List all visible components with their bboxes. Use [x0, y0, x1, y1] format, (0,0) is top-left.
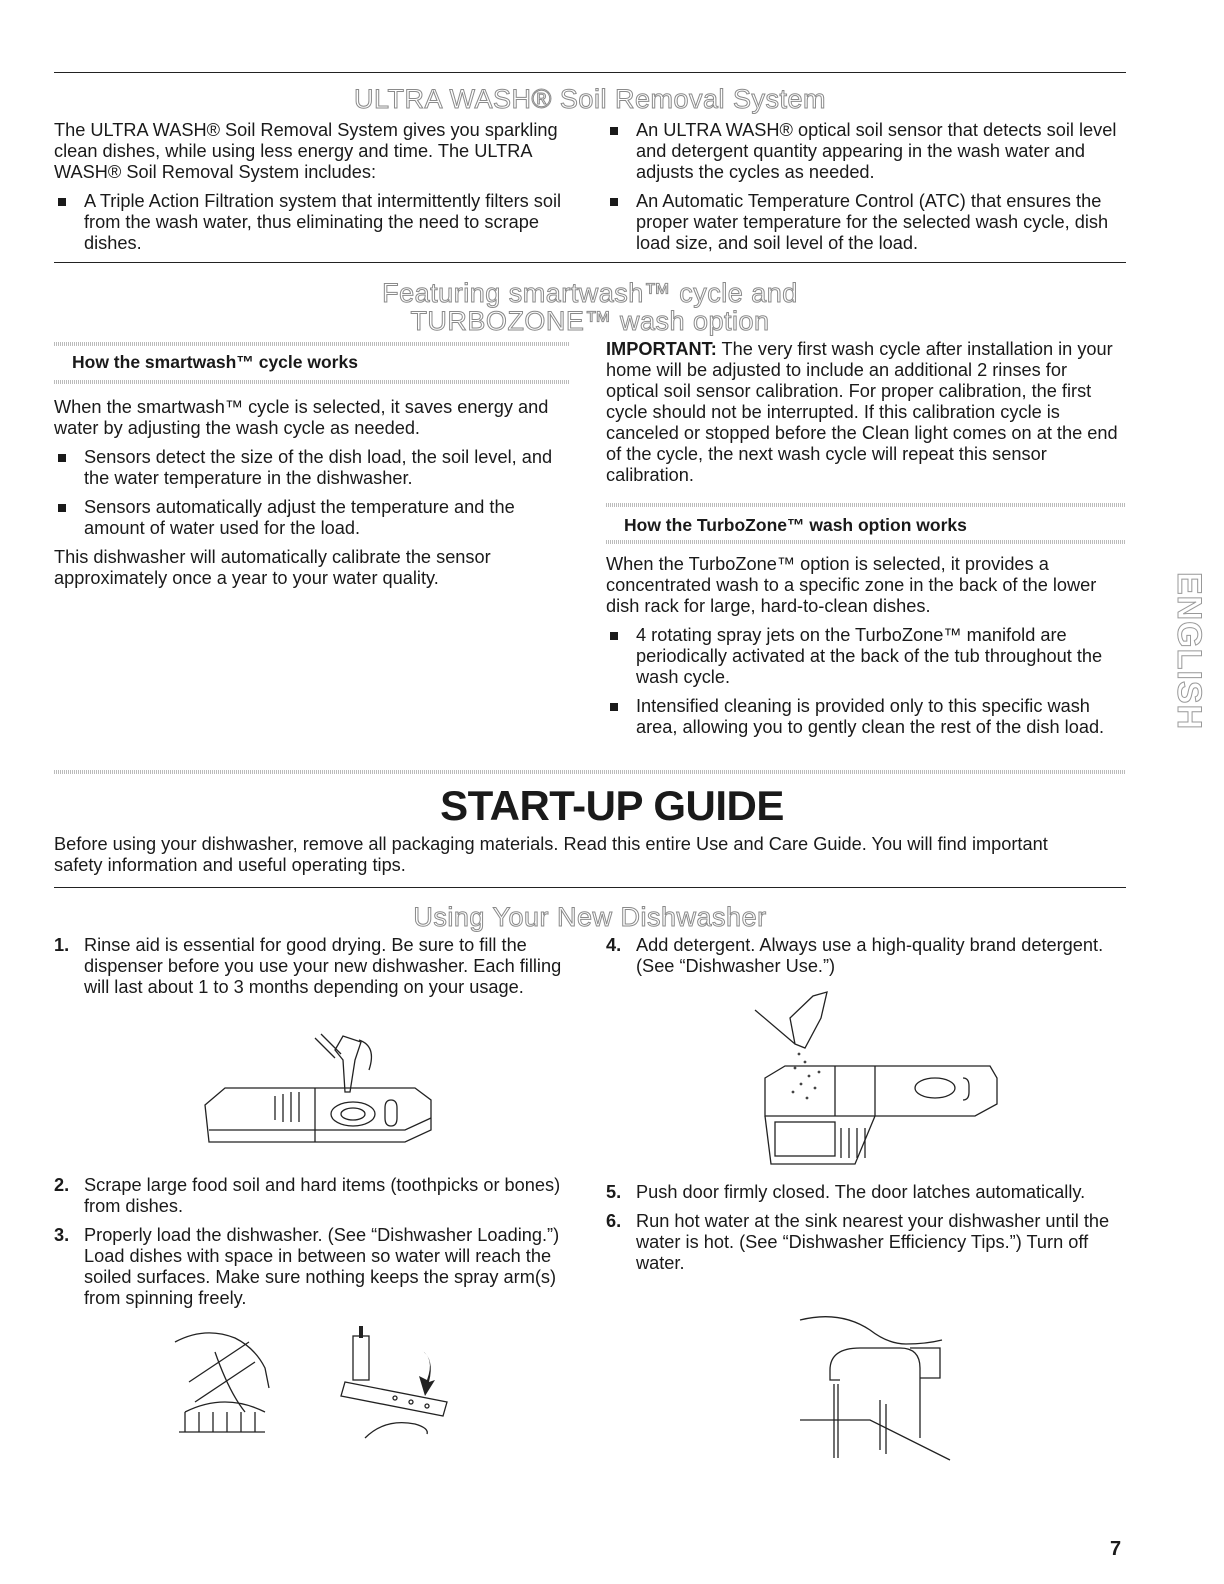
turbo-column: [606, 554, 1124, 746]
list-item: An ULTRA WASH® optical soil sensor that detects soil level and detergent quantity appearing in the wash water and adjusts the cycles as needed.: [606, 120, 1124, 183]
featuring-rule: [54, 262, 1126, 263]
smartwash-heading: How the smartwash™ cycle works: [72, 352, 358, 372]
turbo-rule-bottom: [606, 540, 1126, 544]
english-side-tab-label: ENGLISH: [1170, 572, 1208, 731]
list-item: Intensified cleaning is provided only to this specific wash area, allowing you to gently clean the rest of the dish load.: [606, 696, 1124, 738]
list-item: [606, 935, 1124, 977]
turbo-rule-top: [606, 503, 1126, 507]
list-item: An Automatic Temperature Control (ATC) that ensures the proper water temperature for the selected wash cycle, dish load size, and soil level of the load.: [606, 191, 1124, 254]
step-number: 1.: [54, 935, 70, 955]
rinse-aid-dispenser-illustration: [195, 1030, 445, 1150]
startup-title: START-UP GUIDE: [440, 782, 784, 829]
step-5-6: [606, 1182, 1124, 1282]
important-column: [606, 339, 1124, 494]
list-item: [606, 1182, 1124, 1203]
page-number: 7: [1110, 1538, 1122, 1560]
turbo-intro: When the TurboZone™ option is selected, it provides a concentrated wash to a specific zone in the back of the lower dish rack for large, hard-to-clean dishes.: [606, 554, 1097, 616]
featuring-title-line1: Featuring smartwash™ cycle and: [382, 278, 798, 308]
step-number: 4.: [606, 935, 622, 955]
important-label: IMPORTANT:: [606, 339, 717, 359]
ultra-wash-right-bullets: [606, 120, 1124, 254]
smartwash-bullets: [54, 447, 564, 539]
step-text: Rinse aid is essential for good drying. Be sure to fill the dispenser before you use your new dishwasher. Each filling will last about 1 to 3 months depending on your usage.: [84, 935, 562, 997]
startup-rule: [54, 770, 1126, 774]
list-item: A Triple Action Filtration system that intermittently filters soil from the wash water, thus eliminating the need to scrape dishes.: [54, 191, 564, 254]
smartwash-column: [54, 397, 564, 597]
turbo-heading: How the TurboZone™ wash option works: [624, 515, 967, 535]
step-text: Add detergent. Always use a high-quality brand detergent. (See “Dishwasher Use.”): [636, 935, 1104, 976]
english-side-tab: [1152, 568, 1208, 760]
step-text: Scrape large food soil and hard items (toothpicks or bones) from dishes.: [84, 1175, 561, 1216]
step-text: Properly load the dishwasher. (See “Dishwasher Loading.”) Load dishes with space in between so water will reach the soiled surfaces. Make sure nothing keeps the spray arm(s) from spinning freely.: [84, 1225, 560, 1308]
startup-intro: Before using your dishwasher, remove all packaging materials. Read this entire Use and Care Guide. You will find important safety information and useful operating tips.: [54, 834, 1048, 875]
smartwash-outro: This dishwasher will automatically calibrate the sensor approximately once a year to your water quality.: [54, 547, 491, 588]
step-number: 6.: [606, 1211, 622, 1231]
step-text: Run hot water at the sink nearest your dishwasher until the water is hot. (See “Dishwasher Efficiency Tips.”) Turn off water.: [636, 1211, 1110, 1273]
step-text: Push door firmly closed. The door latches automatically.: [636, 1182, 1086, 1202]
ultra-wash-left-bullets: [54, 191, 564, 254]
loading-spray-arm-illustration: [165, 1322, 465, 1442]
top-rule: [54, 72, 1126, 73]
detergent-dispenser-illustration: [735, 988, 1005, 1168]
list-item: [54, 1225, 569, 1309]
turbo-bullets: [606, 625, 1124, 738]
list-item: Sensors automatically adjust the temperature and the amount of water used for the load.: [54, 497, 564, 539]
list-item: Sensors detect the size of the dish load, the soil level, and the water temperature in the dishwasher.: [54, 447, 564, 489]
step-number: 5.: [606, 1182, 622, 1202]
step-4: [606, 935, 1124, 985]
using-title: Using Your New Dishwasher: [413, 902, 767, 932]
step-number: 2.: [54, 1175, 70, 1195]
step-1: [54, 935, 569, 1006]
important-note: [606, 339, 1124, 486]
ultra-wash-intro: The ULTRA WASH® Soil Removal System gives you sparkling clean dishes, while using less energy and time. The ULTRA WASH® Soil Removal System includes:: [54, 120, 558, 182]
smartwash-rule-bottom: [54, 380, 570, 384]
sink-faucet-illustration: [790, 1310, 960, 1460]
important-text: The very first wash cycle after installation in your home will be adjusted to include an additional 2 rinses for optical soil sensor calibration. For proper calibration, the first cycle should not be interrupted. If this calibration cycle is canceled or stopped before the Clean light comes on at the end of the cycle, the next wash cycle will repeat this sensor calibration.: [606, 339, 1118, 485]
list-item: [606, 1211, 1124, 1274]
featuring-title-line2: TURBOZONE™ wash option: [410, 306, 770, 336]
ultra-wash-right-column: [606, 120, 1124, 262]
smartwash-rule-top: [54, 342, 570, 346]
ultra-wash-title: ULTRA WASH® Soil Removal System: [354, 84, 826, 114]
list-item: [54, 1175, 569, 1217]
list-item: [54, 935, 569, 998]
using-rule: [54, 887, 1126, 888]
ultra-wash-left-column: [54, 120, 564, 262]
step-2-3: [54, 1175, 569, 1317]
step-number: 3.: [54, 1225, 70, 1245]
list-item: 4 rotating spray jets on the TurboZone™ manifold are periodically activated at the back of the tub throughout the wash cycle.: [606, 625, 1124, 688]
smartwash-intro: When the smartwash™ cycle is selected, it saves energy and water by adjusting the wash cycle as needed.: [54, 397, 549, 438]
